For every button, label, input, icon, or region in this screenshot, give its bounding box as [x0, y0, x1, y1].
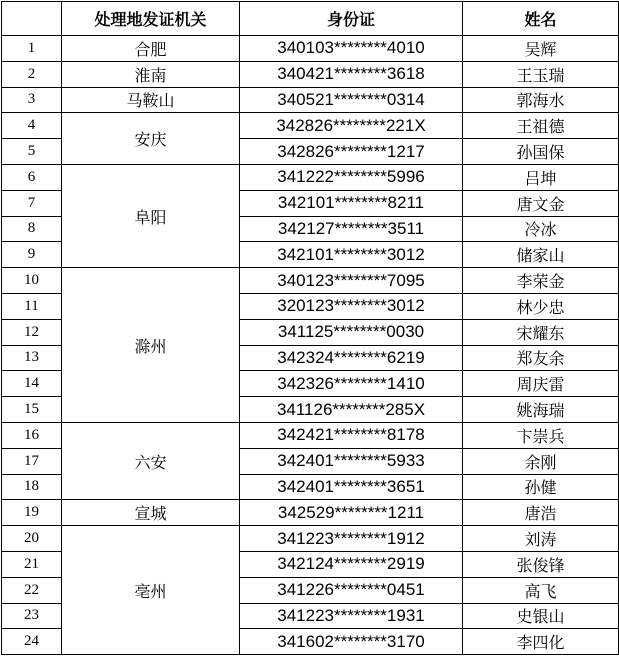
- row-number: 22: [2, 577, 62, 603]
- id-number-cell: 342127********3511: [240, 216, 463, 242]
- row-number: 21: [2, 551, 62, 577]
- name-cell: 卞崇兵: [463, 422, 619, 448]
- name-cell: 吕坤: [463, 164, 619, 190]
- name-cell: 史银山: [463, 603, 619, 629]
- table-body: [2, 36, 619, 655]
- row-number: 23: [2, 603, 62, 629]
- name-cell: 周庆雷: [463, 371, 619, 397]
- row-number: 18: [2, 474, 62, 500]
- name-cell: 刘涛: [463, 526, 619, 552]
- table-row: [2, 36, 619, 62]
- issuing-authority-cell: 马鞍山: [62, 87, 240, 113]
- row-number: 6: [2, 164, 62, 190]
- id-number-cell: 342401********5933: [240, 448, 463, 474]
- name-cell: 王玉瑞: [463, 61, 619, 87]
- table-row: [2, 422, 619, 448]
- name-cell: 吴辉: [463, 36, 619, 62]
- name-cell: 储家山: [463, 242, 619, 268]
- table-row: [2, 164, 619, 190]
- id-number-cell: 341126********285X: [240, 397, 463, 423]
- id-number-cell: 341223********1931: [240, 603, 463, 629]
- table-row: [2, 113, 619, 139]
- issuing-authority-cell: 安庆: [62, 113, 240, 165]
- issuing-authority-cell: 宣城: [62, 500, 240, 526]
- id-number-cell: 342529********1211: [240, 500, 463, 526]
- table-row: [2, 268, 619, 294]
- issuing-authority-cell: 亳州: [62, 526, 240, 655]
- name-cell: 林少忠: [463, 293, 619, 319]
- id-number-cell: 342826********221X: [240, 113, 463, 139]
- name-cell: 李荣金: [463, 268, 619, 294]
- name-cell: 宋耀东: [463, 319, 619, 345]
- row-number: 16: [2, 422, 62, 448]
- header-number: [2, 2, 62, 36]
- id-number-cell: 341222********5996: [240, 164, 463, 190]
- row-number: 10: [2, 268, 62, 294]
- name-cell: 王祖德: [463, 113, 619, 139]
- name-cell: 孙国保: [463, 139, 619, 165]
- name-cell: 李四化: [463, 629, 619, 655]
- header-row: [2, 2, 619, 36]
- id-number-cell: 342124********2919: [240, 551, 463, 577]
- row-number: 13: [2, 345, 62, 371]
- name-cell: 冷冰: [463, 216, 619, 242]
- header-id-number: 身份证: [240, 2, 463, 36]
- name-cell: 孙健: [463, 474, 619, 500]
- name-cell: 姚海瑞: [463, 397, 619, 423]
- header-name: 姓名: [463, 2, 619, 36]
- issuing-authority-cell: 阜阳: [62, 164, 240, 267]
- name-cell: 唐浩: [463, 500, 619, 526]
- name-cell: 郭海水: [463, 87, 619, 113]
- id-number-cell: 340123********7095: [240, 268, 463, 294]
- id-number-cell: 342324********6219: [240, 345, 463, 371]
- table-header: [2, 2, 619, 36]
- row-number: 19: [2, 500, 62, 526]
- row-number: 9: [2, 242, 62, 268]
- row-number: 4: [2, 113, 62, 139]
- id-number-cell: 341226********0451: [240, 577, 463, 603]
- id-number-cell: 340103********4010: [240, 36, 463, 62]
- table-row: [2, 526, 619, 552]
- id-number-cell: 340521********0314: [240, 87, 463, 113]
- row-number: 2: [2, 61, 62, 87]
- id-number-cell: 342101********8211: [240, 190, 463, 216]
- id-number-cell: 340421********3618: [240, 61, 463, 87]
- row-number: 17: [2, 448, 62, 474]
- id-number-cell: 342101********3012: [240, 242, 463, 268]
- name-cell: 余刚: [463, 448, 619, 474]
- row-number: 3: [2, 87, 62, 113]
- row-number: 20: [2, 526, 62, 552]
- name-cell: 张俊锋: [463, 551, 619, 577]
- name-cell: 唐文金: [463, 190, 619, 216]
- id-table: [1, 1, 619, 655]
- issuing-authority-cell: 滁州: [62, 268, 240, 423]
- row-number: 8: [2, 216, 62, 242]
- issuing-authority-cell: 淮南: [62, 61, 240, 87]
- row-number: 15: [2, 397, 62, 423]
- table-row: [2, 87, 619, 113]
- table-row: [2, 61, 619, 87]
- id-number-cell: 342401********3651: [240, 474, 463, 500]
- name-cell: 郑友余: [463, 345, 619, 371]
- row-number: 1: [2, 36, 62, 62]
- header-issuing-authority: 处理地发证机关: [62, 2, 240, 36]
- row-number: 24: [2, 629, 62, 655]
- row-number: 12: [2, 319, 62, 345]
- issuing-authority-cell: 合肥: [62, 36, 240, 62]
- name-cell: 高飞: [463, 577, 619, 603]
- id-number-cell: 342421********8178: [240, 422, 463, 448]
- row-number: 7: [2, 190, 62, 216]
- id-number-cell: 341223********1912: [240, 526, 463, 552]
- id-number-cell: 342826********1217: [240, 139, 463, 165]
- row-number: 5: [2, 139, 62, 165]
- row-number: 11: [2, 293, 62, 319]
- id-number-cell: 320123********3012: [240, 293, 463, 319]
- id-number-cell: 341602********3170: [240, 629, 463, 655]
- row-number: 14: [2, 371, 62, 397]
- table-row: [2, 500, 619, 526]
- id-number-cell: 342326********1410: [240, 371, 463, 397]
- issuing-authority-cell: 六安: [62, 422, 240, 499]
- id-number-cell: 341125********0030: [240, 319, 463, 345]
